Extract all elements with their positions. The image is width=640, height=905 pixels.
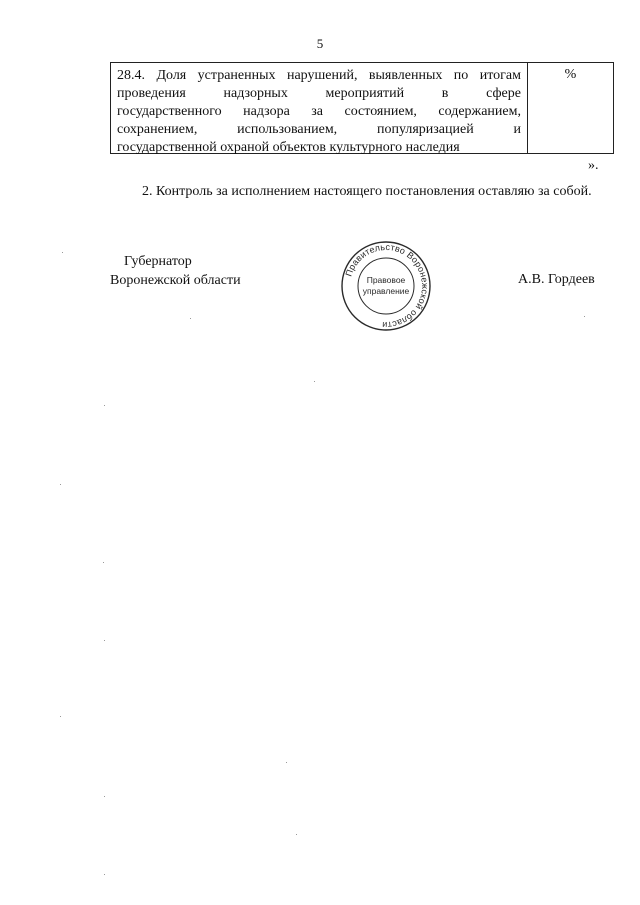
indicator-text-cell: [111, 63, 528, 153]
indicator-unit-cell: %: [564, 67, 577, 82]
scan-speck: [286, 762, 287, 763]
scan-speck: [60, 484, 61, 485]
scan-speck: [104, 874, 105, 875]
indicator-table: [110, 62, 614, 154]
signatory-name: А.В. Гордеев: [518, 272, 595, 287]
indicator-text-line: 28.4. Доля устраненных нарушений, выявленных по итогам: [117, 68, 521, 83]
scan-speck: [60, 716, 61, 717]
indicator-text-line: государственной охраной объектов культурного наследия: [117, 140, 460, 155]
signatory-region: Воронежской области: [110, 273, 241, 288]
seal-inner-line2: управление: [362, 286, 410, 296]
indicator-text-line: государственного надзора за состоянием, содержанием,: [117, 104, 521, 119]
signatory-title: [110, 252, 241, 290]
scan-speck: [584, 316, 585, 317]
scan-speck: [104, 405, 105, 406]
signatory-role: Губернатор: [124, 254, 192, 269]
indicator-text-line: сохранением, использованием, популяризацией и: [117, 122, 521, 137]
control-paragraph: 2. Контроль за исполнением настоящего постановления оставляю за собой.: [142, 184, 592, 199]
scan-speck: [296, 834, 297, 835]
scan-speck: [190, 318, 191, 319]
seal-inner-line1: Правовое: [366, 275, 406, 285]
scan-speck: [104, 640, 105, 641]
scan-speck: [104, 796, 105, 797]
official-seal: [340, 240, 432, 332]
scan-speck: [62, 252, 63, 253]
scan-speck: [103, 562, 104, 563]
scan-speck: [314, 381, 315, 382]
indicator-text-line: проведения надзорных мероприятий в сфере: [117, 86, 521, 101]
seal-outer-text: Правительство Воронежской области: [343, 241, 431, 331]
page-number: 5: [316, 36, 324, 51]
closing-quote: ».: [588, 158, 599, 173]
